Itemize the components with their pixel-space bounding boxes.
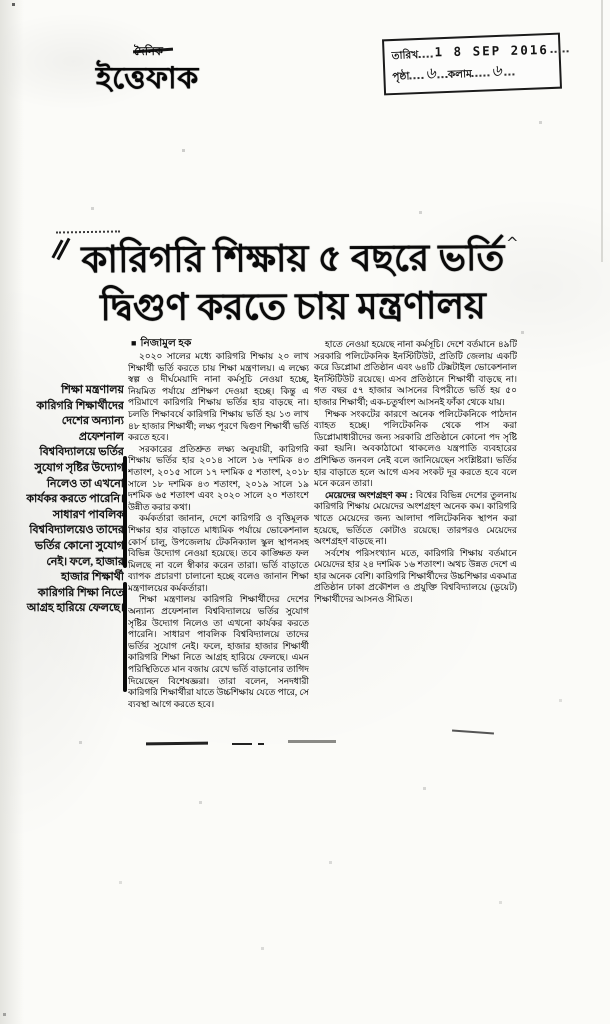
article-paragraph: ২০২০ সালের মধ্যে কারিগরি শিক্ষায় ২০ লাখ শিক্ষার্থী ভর্তি করতে চায় শিক্ষা মন্ত্রণালয়। এ লক্ষ্যে স্বল্প ও দীর্ঘমেয়াদি নানা কর্মসূচি নেওয়া হচ্ছে, নিয়মিত পর্যায়ে প্রশিক্ষণ দেওয়া হচ্ছে। কিন্তু এ পরিমাণে কারিগরি শিক্ষায় ভর্তির হার বাড়ছে না। চলতি শিক্ষাবর্ষে কারিগরি শিক্ষায় ভর্তি হয় ১৩ লাখ ৪৮ হাজার শিক্ষার্থী; লক্ষ্য পূরণে দ্বিগুণ শিক্ষার্থী ভর্তি করতে হবে। [128, 351, 309, 443]
dotted-leader [550, 43, 568, 54]
byline-reporter: নিজামুল হক [140, 338, 192, 349]
stamp-page-row [392, 64, 553, 87]
masthead-title: ইত্তেফাক [96, 62, 199, 95]
dotted-leader [504, 65, 514, 75]
masthead-prefix: দৈনিক [134, 46, 163, 58]
dotted-leader [418, 48, 432, 59]
stamp-page-label: পৃষ্ঠা [392, 71, 410, 83]
stamp-column-value: ৬ [490, 62, 504, 81]
stamp-date-label: তারিখ [391, 50, 419, 63]
pull-quote: শিক্ষা মন্ত্রণালয় কারিগরি শিক্ষার্থীদের দেশের অন্যান্য প্রফেশনাল বিশ্ববিদ্যালয়ে ভর্তির সুযোগ সৃষ্টির উদ্যোগ নিলেও তা এখনো কার্যকর করতে পারেনি। সাধারণ পাবলিক বিশ্ববিদ্যালয়েও তাদের ভর্তির কোনো সুযোগ নেই। ফলে, হাজার হাজার শিক্ষার্থী কারিগরি শিক্ষা নিতে আগ্রহ হারিয়ে ফেলছে। [26, 384, 124, 615]
scan-edge-shadow-left [0, 0, 24, 1024]
scan-edge-line-right [601, 0, 603, 262]
article-headline [42, 235, 544, 334]
stamp-page-value: ৬ [424, 64, 437, 83]
scan-dotted-trace [56, 230, 120, 233]
stamp-column-label: কলাম [447, 68, 473, 81]
article-column-1 [128, 351, 309, 739]
bullet-square-icon: ■ [131, 338, 137, 348]
scan-pen-mark [258, 743, 264, 745]
dotted-leader [472, 66, 490, 77]
dotted-leader [409, 69, 423, 80]
article-paragraph: সরকারের প্রতিশ্রুত লক্ষ্য অনুযায়ী, কারিগরি শিক্ষায় ভর্তির হার ২০১৪ সালে ১৬ দশমিক ৪৩ শতাংশ, ২০১৫ সালে ১৭ দশমিক ৫ শতাংশ, ২০১৮ সালে ১৮ দশমিক ৪৩ শতাংশ, ২০১৯ সালে ১৯ দশমিক ৬৫ শতাংশ এবং ২০২০ সালে ২০ শতাংশে উন্নীত করার কথা। [128, 443, 309, 512]
stamp-date-row [391, 41, 552, 66]
scan-pen-mark [232, 743, 252, 745]
article-paragraph: শিক্ষা মন্ত্রণালয় কারিগরি শিক্ষার্থীদের দেশের অন্যান্য প্রফেশনাল বিশ্ববিদ্যালয়ে ভর্তির সুযোগ সৃষ্টির উদ্যোগ নিলেও তা এখনো কার্যকর করতে পারেনি। সাধারণ পাবলিক বিশ্ববিদ্যালয়ে তাদের ভর্তির সুযোগ নেই। ফলে, হাজার হাজার শিক্ষার্থী কারিগরি শিক্ষা নিতে আগ্রহ হারিয়ে ফেলছে। এমন পরিস্থিতিতে মান বজায় রেখে ভর্তি বাড়ানোর তাগিদ দিয়েছেন বিশেষজ্ঞরা। তারা বলেন, সনদধারী কারিগরি শিক্ষার্থীরা যাতে উচ্চশিক্ষায় যেতে পারে, সে ব্যবস্থা আগে করতে হবে। [128, 594, 309, 709]
headline-line-2: দ্বিগুণ করতে চায় মন্ত্রণালয় [100, 285, 487, 330]
date-stamp-box [382, 33, 562, 96]
article-paragraph: সর্বশেষ পরিসংখ্যান মতে, কারিগরি শিক্ষায় বর্তমানে মেয়েদের হার ২৪ দশমিক ১৬ শতাংশ। অথচ উন্নত দেশে এ হার অনেক বেশি। কারিগরি শিক্ষার্থীদের উচ্চশিক্ষার একমাত্র প্রতিষ্ঠান ঢাকা প্রকৌশল ও প্রযুক্তি বিশ্ববিদ্যালয়ে (ডুয়েট) শিক্ষার্থীদের আসনও সীমিত। [314, 547, 517, 605]
scan-speckles [0, 0, 1, 1]
article-paragraph: শিক্ষক সংকটের কারণে অনেক পলিটেকনিকে পাঠদান ব্যাহত হচ্ছে। পলিটেকনিক থেকে পাস করা ডিপ্লোমাধারীদের জন্য সরকারি প্রতিষ্ঠানে কোনো পদ সৃষ্টি করা হয়নি। অবকাঠামো থাকলেও যন্ত্রপাতি ব্যবহারের প্রশিক্ষিত জনবল নেই বলে জানিয়েছেন সংশ্লিষ্টরা। ভর্তির হার বাড়াতে হলে আগে এসব সংকট দূর করতে হবে বলে মনে করেন তারা। [314, 408, 517, 489]
article-paragraph: হাতে নেওয়া হয়েছে নানা কর্মসূচি। দেশে বর্তমানে ৪৯টি সরকারি পলিটেকনিক ইনস্টিটিউট, প্রতিটি জেলায় একটি করে ডিপ্লোমা প্রতিষ্ঠান এবং ৬৪টি টেক্সটাইল ভোকেশনাল ইনস্টিটিউট রয়েছে। এসব প্রতিষ্ঠানে শিক্ষার্থী বাড়ছে না। গত বছর ৫৭ হাজার আসনের বিপরীতে ভর্তি হয় ৫০ হাজার শিক্ষার্থী; এক-চতুর্থাংশ আসনই ফাঁকা থেকে যায়। [314, 339, 517, 407]
scan-smudge [288, 740, 336, 743]
scan-caret-mark: ^ [506, 234, 519, 252]
paragraph-lead-in: মেয়েদের অংশগ্রহণ কম : [325, 489, 416, 500]
article-paragraph: কর্মকর্তারা জানান, দেশে কারিগরি ও বৃত্তিমূলক শিক্ষার হার বাড়াতে মাধ্যমিক পর্যায়ে ভোকেশনাল কোর্স চালু, উপজেলায় টেকনিক্যাল স্কুল স্থাপনসহ বিভিন্ন উদ্যোগ নেওয়া হয়েছে। তবে কাঙ্ক্ষিত ফল মিলছে না বলে স্বীকার করেন তারা। ভর্তি বাড়াতে ব্যাপক প্রচারণা চালানো হচ্ছে বলেও জানান শিক্ষা মন্ত্রণালয়ের কর্মকর্তারা। [128, 513, 309, 593]
article-paragraph: মেয়েদের অংশগ্রহণ কম : বিশ্বের বিভিন্ন দেশের তুলনায় কারিগরি শিক্ষায় মেয়েদের অংশগ্রহণ অনেক কম। কারিগরি খাতে মেয়েদের জন্য আলাদা পলিটেকনিক স্থাপন করা হয়েছে, ভর্তিতে কোটাও রয়েছে। তারপরও মেয়েদের অংশগ্রহণ বাড়ছে না। [314, 489, 517, 547]
scan-pen-mark [146, 742, 208, 745]
article-column-2 [314, 339, 517, 739]
headline-line-1: কারিগরি শিক্ষায় ৫ বছরে ভর্তি [81, 237, 505, 282]
stamp-date-value: 1 8 SEP 2016 [433, 42, 549, 60]
